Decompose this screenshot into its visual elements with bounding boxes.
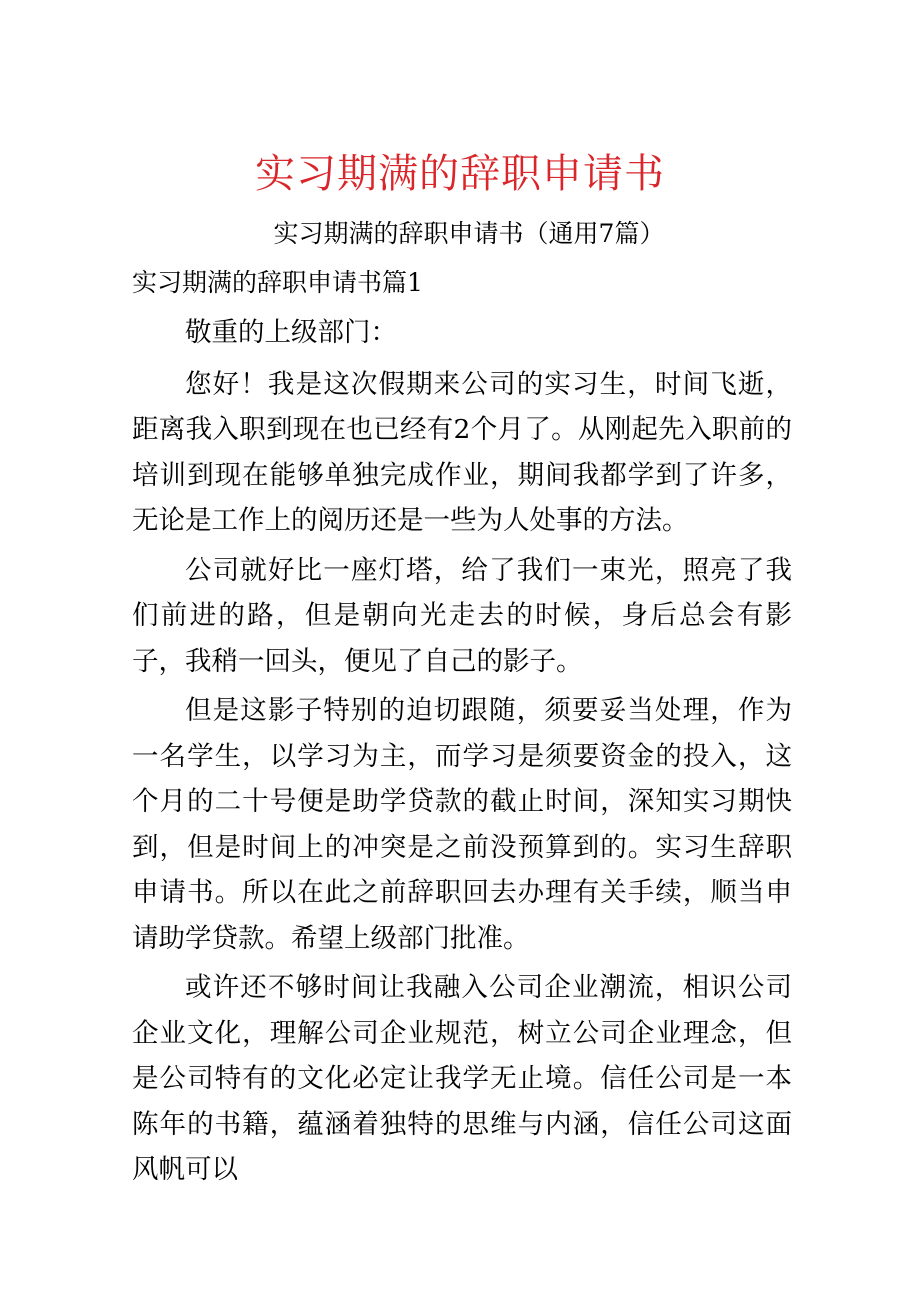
paragraph-1: 您好！我是这次假期来公司的实习生，时间飞逝，距离我入职到现在也已经有2个月了。从刚起先入职前的培训到现在能够单独完成作业，期间我都学到了许多，无论是工作上的阅历还是一些为人处事的方法。 bbox=[132, 368, 792, 536]
document-subtitle: 实习期满的辞职申请书（通用7篇） bbox=[273, 219, 665, 248]
paragraph-3: 但是这影子特别的迫切跟随，须要妥当处理，作为一名学生，以学习为主，而学习是须要资金的投入，这个月的二十号便是助学贷款的截止时间，深知实习期快到，但是时间上的冲突是之前没预算到的。实习生辞职申请书。所以在此之前辞职回去办理有关手续，顺当申请助学贷款。希望上级部门批准。 bbox=[132, 695, 792, 954]
paragraph-2: 公司就好比一座灯塔，给了我们一束光，照亮了我们前进的路，但是朝向光走去的时候，身后总会有影子，我稍一回头，便见了自己的影子。 bbox=[132, 554, 792, 677]
letter-body bbox=[132, 310, 792, 1193]
document-title: 实习期满的辞职申请书 bbox=[255, 151, 665, 197]
section-heading: 实习期满的辞职申请书篇1 bbox=[132, 268, 423, 297]
salutation: 敬重的上级部门： bbox=[185, 317, 397, 348]
paragraph-4: 或许还不够时间让我融入公司企业潮流，相识公司企业文化，理解公司企业规范，树立公司企业理念，但是公司特有的文化必定让我学无止境。信任公司是一本陈年的书籍，蕴涵着独特的思维与内涵，信任公司这面风帆可以 bbox=[132, 972, 792, 1185]
